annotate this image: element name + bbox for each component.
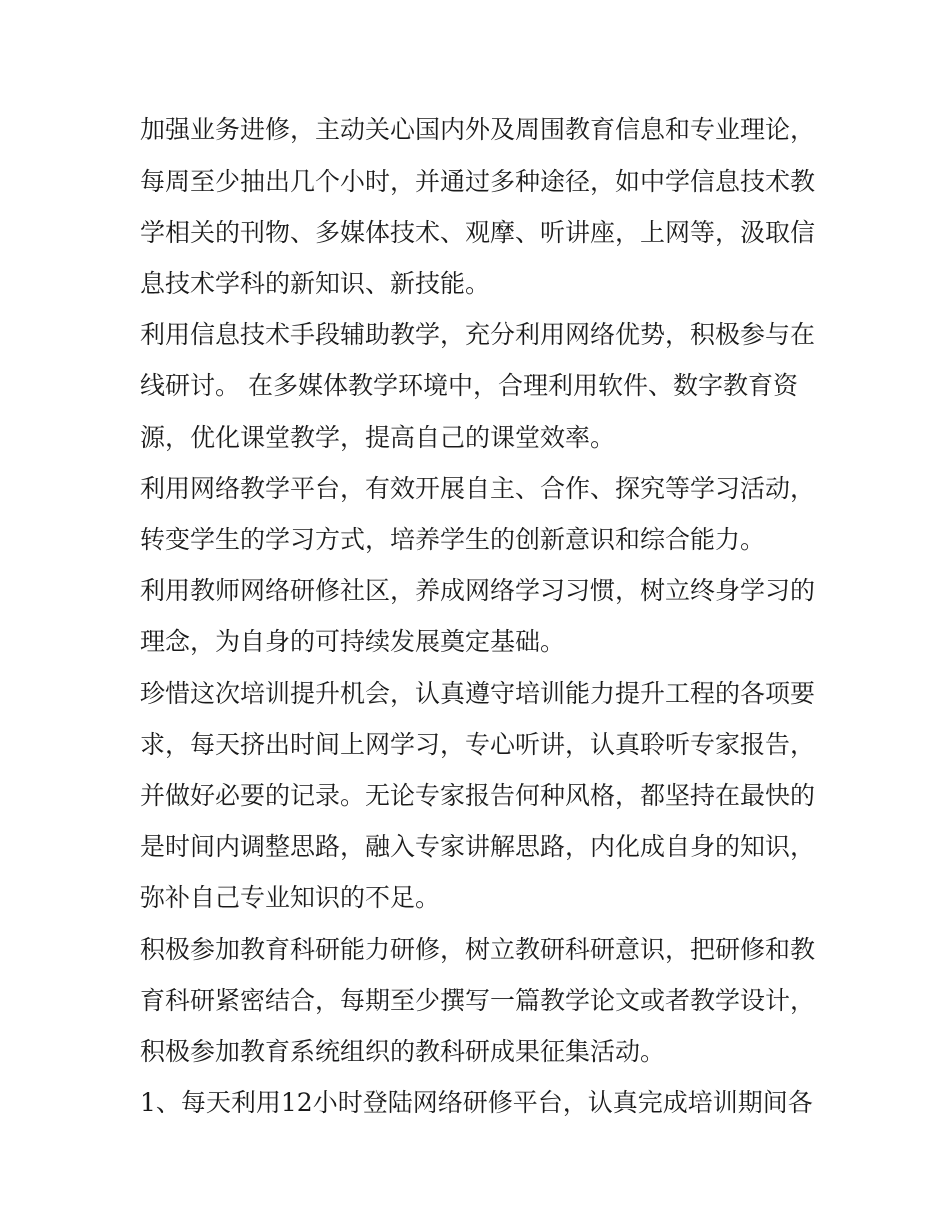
- text-line: 学相关的刊物、多媒体技术、观摩、听讲座，上网等，汲取信: [140, 218, 816, 247]
- text-line: 是时间内调整思路，融入专家讲解思路，内化成自身的知识，: [140, 832, 816, 861]
- text-line: 源，优化课堂教学，提高自己的课堂效率。: [140, 423, 616, 452]
- text-line: 每周至少抽出几个小时，并通过多种途径，如中学信息技术教: [140, 167, 816, 196]
- text-line: 求，每天挤出时间上网学习，专心听讲，认真聆听专家报告，: [140, 730, 816, 759]
- text-line: 珍惜这次培训提升机会，认真遵守培训能力提升工程的各项要: [140, 679, 816, 708]
- text-line: 育科研紧密结合，每期至少撰写一篇教学论文或者教学设计，: [140, 986, 816, 1015]
- text-line: 利用信息技术手段辅助教学，充分利用网络优势，积极参与在: [140, 320, 816, 349]
- text-line: 并做好必要的记录。无论专家报告何种风格，都坚持在最快的: [140, 781, 816, 810]
- text-line: 转变学生的学习方式，培养学生的创新意识和综合能力。: [140, 525, 766, 554]
- text-line: 积极参加教育科研能力研修，树立教研科研意识，把研修和教: [140, 935, 816, 964]
- text-line: 加强业务进修，主动关心国内外及周围教育信息和专业理论，: [140, 115, 816, 144]
- text-line: 息技术学科的新知识、新技能。: [140, 269, 491, 298]
- text-line: 积极参加教育系统组织的教科研成果征集活动。: [140, 1037, 666, 1066]
- text-line: 线研讨。 在多媒体教学环境中，合理利用软件、数字教育资: [140, 371, 798, 400]
- text-line: 利用网络教学平台，有效开展自主、合作、探究等学习活动，: [140, 474, 816, 503]
- text-line: 理念，为自身的可持续发展奠定基础。: [140, 627, 566, 656]
- text-line: 1、每天利用12小时登陆网络研修平台，认真完成培训期间各: [140, 1088, 813, 1117]
- text-line: 利用教师网络研修社区，养成网络学习习惯，树立终身学习的: [140, 576, 816, 605]
- text-line: 弥补自己专业知识的不足。: [140, 883, 441, 912]
